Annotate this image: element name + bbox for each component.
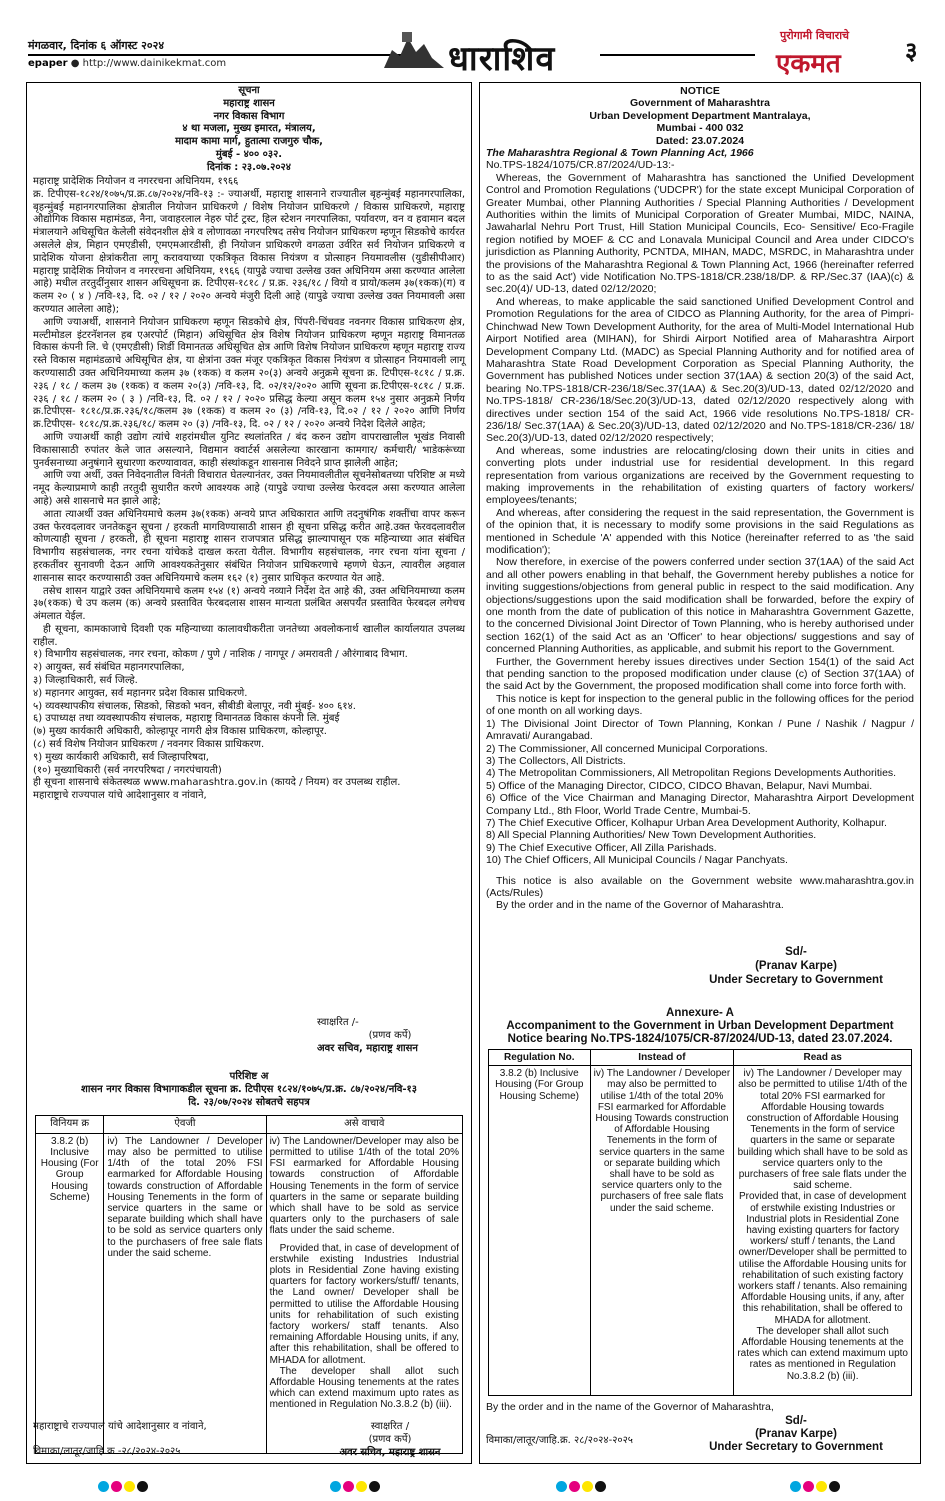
paragraph: And whereas, after considering the request in the said representation, the Government is of the opinion that, it is necessary to modify some provisions in the said Regulations as mentioned in Schedule 'A' appended with this Notice (hereinafter referred to as 'the said modification'); xyxy=(486,506,914,556)
table-cell: iv) The Landowner / Developer may also be permitted to utilise 1/4th of the total 20% FSI earmarked for Affordable Housing towards construction of Affordable Housing Tenements in the form of service quarters in the same or separate building which shall have to be sold as service quarters only to the purchasers of free sale flats under the said scheme. xyxy=(104,1133,266,1453)
paragraph: क्र. टिपीएस-१८२४/१०७५/प्र.क्र.८७/२०२४/नवि-१३ :- ज्याअर्थी, महाराष्ट्र शासनाने राज्यातील बृहन्मुंबई महानगरपालिका, बृहन्मुंबई महानगरपालिका क्षेत्रातील नियोजन प्राधिकरणे / विशेष नियोजन प्राधिकरणे / विकास प्राधिकरणे, महाराष्ट्र औद्योगिक विकास महामंडळ, नैना, जवाहरलाल नेहरु पोर्ट ट्रस्ट, हिल स्टेशन नगरपालिका, पर्यावरण, वन व हवामान बदल मंत्रालयाने अधिसूचित केलेली संवेदनशील क्षेत्रे व लोणावळा नगरपरिषद तसेच नियोजन प्राधिकरण म्हणून सिडकोचे कार्यरत असलेले क्षेत्र, मिहान एमएडीसी, एमएमआरडीसी, ही नियोजन प्राधिकरणे वगळता उर्वरित सर्व नियोजन प्राधिकरणे व प्रादेशिक योजना क्षेत्रांकरीता लागू करावयाच्या एकत्रिकृत विकास नियंत्रण व प्रोत्साहन नियमावलीस (युडीसीपीआर) महाराष्ट्र प्रादेशिक नियोजन व नगररचना अधिनियम, १९६६ (यापुढे ज्याचा उल्लेख उक्त अधिनियम असा करण्यात आलेला आहे) मधील तरतुदींनुसार शासन अधिसूचना क्र. टिपीएस-१८१८ / प्र.क्र. २३६/१८ / वियो व प्रायो/कलम ३७(१कक)(ग) व कलम २० ( ४ ) /नवि-१३, दि. ०२ / १२ / २०२० अन्वये मंजुरी दिली आहे (यापुढे ज्याचा उल्लेख उक्त नियमावली असा करण्यात आलेला आहे); xyxy=(33,188,465,315)
governor-line: महाराष्ट्राचे राज्यपाल यांचे आदेशानुसार व नांवाने, xyxy=(33,1421,207,1432)
english-notice-column xyxy=(479,82,921,1464)
header-line: Mumbai - 400 032 xyxy=(656,122,744,135)
paragraph: And whereas, to make applicable the said sanctioned Unified Development Control and Promotion Regulations for the area of CIDCO as Planning Authority, for the area of Pimpri- Chinchwad New Town Development Authority, for the area of Multi-Model International Hub Airport Notified area (MIHAN), for Shirdi Airport Notified area of Maharashtra Airport Development Company Ltd. (MADC) as Special Planning Authority and for notified area of Maharashtra State Road Development Corporation as Special Planning Authority, the Government has published Notices under section 37(1AA) & section 20(3) of the said Act, bearing No.TPS-1818/CR-236/18/Sec.37(1AA) & Sec.20(3)/UD-13, dated 02/12/2020 and No.TPS-1818/ CR-236/18/Sec.20(3)/UD-13, dated 02/12/2020 respectively along with directives under section 154 of the said Act, 1966 vide resolutions No.TPS-1818/ CR-236/18/ Sec.37(1AA) & Sec.20(3)/UD-13, dated 02/12/2020 and No.TPS-1818/CR-236/ 18/ Sec.20(3)/UD-13, dated 02/12/2020 respectively; xyxy=(486,295,914,445)
notice-date: दिनांक : २३.०७.२०२४ xyxy=(207,161,291,173)
office-item: २) आयुक्त, सर्व संबंधित महानगरपालिका, xyxy=(33,662,185,674)
office-item: 6) Office of the Vice Chairman and Managing Director, Maharashtra Airport Development Company Ltd., 8th Floor, World Trade Centre, Mumbai-5. xyxy=(486,792,914,817)
masthead-rule-right xyxy=(600,54,755,56)
signature-name: (Pranav Karpe) xyxy=(755,1428,837,1440)
signature-designation: Under Secretary to Government xyxy=(709,1441,883,1453)
english-annex-table xyxy=(488,1049,912,1396)
paragraph: आणि ज्या अर्थी, उक्त निवेदनातील विनंती विचारात घेतल्यानंतर, उक्त नियमावलीतील सूचनेसोबतच्या परिशिष्ट अ मध्ये नमूद केल्याप्रमाणे काही तरतुदी सुधारीत करणे आवश्यक आहे (यापुढे ज्याचा उल्लेख फेरवदल असा करण्यात आलेला आहे) असे शासनाचे मत झाले आहे; xyxy=(33,470,465,507)
governor-line: By the order and in the name of the Governor of Maharashtra. xyxy=(496,899,784,912)
table-header: असे वाचावे xyxy=(266,1116,462,1134)
governor-line: महाराष्ट्राचे राज्यपाल यांचे आदेशानुसार व नांवाने, xyxy=(33,790,207,802)
table-cell: iv) The Landowner / Developer may also be permitted to utilise 1/4th of the total 20% FSI earmarked for Affordable Housing Towards construction of Affordable Housing Tenements in the form of service quarters in the same or separate building which shall have to be sold as service quarters only to the purchasers of free sale flats under the said scheme. xyxy=(590,1066,734,1396)
signature-designation: अवर सचिव, महाराष्ट्र शासन xyxy=(339,1446,441,1458)
yellow-dot-icon xyxy=(124,1481,135,1492)
table-cell xyxy=(734,1066,912,1396)
issue-date: मंगळवार, दिनांक ६ ऑगस्ट २०२४ xyxy=(28,39,165,52)
signature-line: Sd/- xyxy=(785,1415,807,1427)
masthead-illustration-icon xyxy=(382,30,446,70)
table-header: विनियम क्र xyxy=(36,1116,104,1134)
office-item: 2) The Commissioner, All concerned Municipal Corporations. xyxy=(486,742,768,755)
header-line: ४ था मजला, मुख्य इमारत, मंत्रालय, xyxy=(182,123,316,135)
table-cell-paragraph: iv) The Landowner/Developer may also be permitted to utilise 1/4th of the total 20% FSI earmarked for Affordable Housing towards construction of Affordable Housing Tenements in the form of service quarters in the same or separate building which shall have to be sold as service quarters only to the purchasers of sale flats under the said scheme. xyxy=(269,1135,459,1237)
office-item: ४) महानगर आयुक्त, सर्व महानगर प्रदेश विकास प्राधिकरणे. xyxy=(33,687,248,699)
cyan-dot-icon xyxy=(330,1481,341,1492)
black-dot-icon xyxy=(369,1481,380,1492)
yellow-dot-icon xyxy=(582,1481,593,1492)
signature-name: (प्रणव कर्पे) xyxy=(368,1433,412,1445)
page-number: ३ xyxy=(905,37,918,65)
office-item: 8) All Special Planning Authorities/ New Town Development Authorities. xyxy=(486,829,817,842)
header-line: Urban Development Department Mantralaya, xyxy=(589,109,811,122)
table-cell-paragraph: Provided that, in case of development of erstwhile existing Industries Industrial plots in Residential Zone having existing quarters for factory workers/stuff/ tenants, the Land owner/ Developer shall be permitted to utilise the Affordable Housing units for rehabilitation of such existing factory workers/ staff tenants. Also remaining Affordable Housing units, if any, after this rehabilitation, shall be offered to MHADA for allotment. xyxy=(269,1242,459,1366)
signature-designation: Under Secretary to Government xyxy=(709,974,883,986)
brand-tagline: पुरोगामी विचाराचे xyxy=(780,29,850,42)
header-line: मुंबई - ४०० ०३२. xyxy=(215,148,283,160)
table-cell: 3.8.2 (b) Inclusive Housing (For Group Housing Scheme) xyxy=(489,1066,591,1396)
annex-title: Annexure- A xyxy=(666,1007,734,1019)
table-header: Instead of xyxy=(590,1050,734,1066)
act-title: महाराष्ट्र प्रादेशिक नियोजन व नगररचना अधिनियम, १९६६ xyxy=(33,176,239,187)
registration-marks xyxy=(556,1477,608,1489)
yellow-dot-icon xyxy=(356,1481,367,1492)
paragraph: ही सूचना, कामकाजाचे दिवशी एक महिन्याच्या कालावधीकरीता जनतेच्या अवलोकनार्थ खालील कार्यालयात उपलब्ध राहील. xyxy=(33,623,465,648)
paragraph: Further, the Government hereby issues directives under Section 154(1) of the said Act that pending sanction to the proposed modification under clause (c) of Section 37(1AA) of the said Act by the Government, the proposed modification shall come into force forth with. xyxy=(486,655,914,693)
office-item: 5) Office of the Managing Director, CIDCO, CIDCO Bhavan, Belapur, Navi Mumbai. xyxy=(486,779,873,792)
table-cell-paragraph: iv) The Landowner / Developer may also be permitted to utilise 1/4th of the total 20% FSI earmarked for Affordable Housing towards construction of Affordable Housing Tenements in the form of service quarters in the same or separate building which shall have to be sold as service quarters only to the purchasers of free sale flats under the said scheme. xyxy=(737,1068,908,1192)
yellow-dot-icon xyxy=(816,1481,827,1492)
office-item: (१०) मुख्याधिकारी (सर्व नगरपरिषदा / नगरपंचायती) xyxy=(33,764,222,776)
signature-line: Sd/- xyxy=(785,946,807,958)
annex-subtitle: Notice bearing No.TPS-1824/1075/CR-87/2024/UD-13, dated 23.07.2024. xyxy=(507,1033,893,1045)
globe-icon: ● xyxy=(70,58,83,69)
paragraph: आणि ज्याअर्थी, शासनाने नियोजन प्राधिकरण म्हणून सिडकोचे क्षेत्र, पिंपरी-चिंचवड नवनगर विकास प्राधिकरण क्षेत्र, मल्टीमोडल इंटरनॅशनल हब एअरपोर्ट (मिहान) अधिसूचित क्षेत्र विशेष नियोजन प्राधिकरण म्हणून महाराष्ट्र विमानतळ विकास कंपनी लि. चे (एमएडीसी) शिर्डी विमानतळ अधिसूचित क्षेत्र आणि विशेष नियोजन प्राधिकरण म्हणून महाराष्ट्र राज्य रस्ते विकास महामंडळाचे अधिसूचित क्षेत्र, या क्षेत्रांना उक्त मंजूर एकत्रिकृत विकास नियंत्रण व प्रोत्साहन नियमावली लागू करण्यासाठी उक्त अधिनियमाच्या कलम ३७ (१कक) व कलम २०(३) अन्वये अनुक्रमे सूचना क्र. टिपीएस-१८१८ / प्र.क्र. २३६ / १८ / कलम ३७ (१कक) व कलम २०(३) /नवि-१३, दि. ०२/१२/२०२० आणि सूचना क्र.टिपीएस-१८१८ / प्र.क्र. २३६ / १८ / कलम २० ( ३ ) /नवि-१३, दि. ०२ / १२ / २०२० प्रसिद्ध केल्या असून कलम १५४ नुसार अनुक्रमे निर्णय क्र.टिपीएस- १८१८/प्र.क्र.२३६/१८/कलम ३७ (१कक) व कलम २० (३) /नवि-१३, दि.०२ / १२ / २०२० आणि निर्णय क्र.टिपीएस- १८१८/प्र.क्र.२३६/१८/ कलम २० (३) /नवि-१३, दि. ०२ / १२ / २०२० अन्वये निदेश दिलेले आहेत; xyxy=(33,316,465,431)
header-line: सूचना xyxy=(238,85,260,96)
header-line: महाराष्ट्र शासन xyxy=(223,97,275,109)
marathi-notice-column xyxy=(26,82,472,1464)
paragraph: And whereas, some industries are relocating/closing down their units in cities and converting plots under industrial use for residential development. In this regard representation from various organizations are received by the Government requesting to making improvements in the rehabilitation of existing quarters of factory workers/ employees/tenants; xyxy=(486,444,914,507)
table-cell xyxy=(266,1133,462,1453)
english-footer-governor: By the order and in the name of the Governor of Maharashtra, xyxy=(486,1401,774,1413)
annex-subtitle: दि. २३/०७/२०२४ सोबतचे सहपत्र xyxy=(188,1096,310,1108)
office-item: ५) व्यवस्थापकीय संचालक, सिडको, सिडको भवन, सीबीडी बेलापूर, नवी मुंबई- ४०० ६१४. xyxy=(33,700,356,712)
cyan-dot-icon xyxy=(556,1481,567,1492)
masthead-rule-left xyxy=(28,54,408,56)
marathi-footer-signature xyxy=(317,1421,463,1459)
marathi-annex-header xyxy=(33,1071,465,1109)
header-line: Government of Maharashtra xyxy=(629,97,771,110)
header-line: नगर विकास विभाग xyxy=(213,110,285,122)
magenta-dot-icon xyxy=(803,1481,814,1492)
magenta-dot-icon xyxy=(343,1481,354,1492)
epaper-line xyxy=(28,58,226,69)
signature-name: (प्रणव कर्पे) xyxy=(368,1029,412,1041)
office-item: ९) मुख्य कार्यकारी अधिकारी, सर्व जिल्हापरिषदा, xyxy=(33,751,209,763)
office-item: (८) सर्व विशेष नियोजन प्राधिकरण / नवनगर विकास प्राधिकरण. xyxy=(33,739,265,751)
website-line: This notice is also available on the Government website www.maharashtra.gov.in (Acts/Rules) xyxy=(486,874,914,899)
office-item: 4) The Metropolitan Commissioners, All Metropolitan Regions Developments Authorities. xyxy=(486,767,897,780)
office-item: 7) The Chief Executive Officer, Kolhapur Urban Area Development Authority, Kolhapur. xyxy=(486,816,887,829)
registration-marks xyxy=(790,1477,842,1489)
annex-title: परिशिष्ट अ xyxy=(229,1071,269,1082)
office-item: (७) मुख्य कार्यकारी अधिकारी, कोल्हापूर नागरी क्षेत्र विकास प्राधिकरण, कोल्हापूर. xyxy=(33,726,327,738)
english-footer-signature xyxy=(680,1415,912,1454)
paragraph: This notice is kept for inspection to the general public in the following offices for the period of one month on all working days. xyxy=(486,692,914,718)
act-title: The Maharashtra Regional & Town Planning Act, 1966 xyxy=(486,147,754,159)
black-dot-icon xyxy=(829,1481,840,1492)
reference-number: No.TPS-1824/1075/CR.87/2024/UD-13:- xyxy=(486,159,675,172)
english-annex-header xyxy=(486,1007,914,1046)
website-line: ही सूचना शासनाचे संकेतस्थळ www.maharashtra.gov.in (कायदे / नियम) वर उपलब्ध राहील. xyxy=(33,777,401,789)
office-item: ६) उपाध्यक्ष तथा व्यवस्थापकीय संचालक, महाराष्ट्र विमानतळ विकास कंपनी लि. मुंबई xyxy=(33,713,340,725)
marathi-footer-left xyxy=(33,1421,263,1459)
table-cell: 3.8.2 (b) Inclusive Housing (For Group Housing Scheme) xyxy=(36,1133,104,1453)
table-header: Read as xyxy=(734,1050,912,1066)
table-header: Regulation No. xyxy=(489,1050,591,1066)
header-line: NOTICE xyxy=(680,85,720,97)
marathi-body xyxy=(33,176,465,803)
paragraph: Whereas, the Government of Maharashtra has sanctioned the Unified Development Control and Promotion Regulations ('UDCPR') for the state except Municipal Corporation of Greater Mumbai, other Planning Authorities / Special Planning Authorities / Development Authorities within the limits of Municipal Corporation of Greater Mumbai, MIDC, NAINA, Jawaharlal Nehru Port Trust, Hill Station Municipal Councils, Eco- Sensitive/ Eco-Fragile region notified by MOEF & CC and Lonavala Municipal Council and Area under CIDCO's jurisdiction as Planning Authority, PCNTDA, MIHAN, MADC, MSRDC, in Maharashtra under the provisions of the Maharashtra Regional & Town Planning Act, 1966 (hereinafter referred to as the said Act') vide Notification No.TPS-1818/CR.238/18/DP. & RP./Sec.37 (IAA)(c) & sec.20(4)/ UD-13, dated 02/12/2020; xyxy=(486,171,914,296)
signature-designation: अवर सचिव, महाराष्ट्र शासन xyxy=(317,1042,418,1054)
signature-line: स्वाक्षरित / xyxy=(370,1421,410,1432)
table-cell-paragraph: The developer shall allot such Affordable Housing tenements at the rates which can extend maximum upto rates as mentioned in Regulation No.3.8.2 (b) (iii). xyxy=(269,1365,459,1411)
english-notice-header xyxy=(486,85,914,147)
paragraph: Now therefore, in exercise of the powers conferred under section 37(1AA) of the said Act and all other powers enabling in that behalf, the Government hereby publishes a notice for inviting suggestions/objections from general public in respect to the said modification. Any objections/suggestions upon the said modification shall be forwarded, before the expiry of one month from the date of publication of this notice in Maharashtra Government Gazette, to the concerned Divisional Joint Director of Town Planning, who is hereby authorised under section 162(1) of the said Act as an 'Officer' to hear objections/ suggestions and say of concerned Planning Authorities, as applicable, and submit his report to the Government. xyxy=(486,556,914,656)
magenta-dot-icon xyxy=(569,1481,580,1492)
signature-line: स्वाक्षरित /- xyxy=(317,1017,359,1028)
annex-subtitle: शासन नगर विकास विभागाकडील सूचना क्र. टिपीएस १८२४/१०७५/प्र.क्र. ८७/२०२४/नवि-१३ xyxy=(81,1083,417,1095)
black-dot-icon xyxy=(595,1481,606,1492)
office-item: 10) The Chief Officers, All Municipal Councils / Nagar Panchyats. xyxy=(486,854,788,867)
marathi-notice-header xyxy=(33,85,465,175)
office-item: ३) जिल्हाधिकारी, सर्व जिल्हे. xyxy=(33,675,138,687)
marathi-signature xyxy=(317,1017,463,1055)
english-body xyxy=(486,147,914,912)
paragraph: आणि ज्याअर्थी काही उद्योग त्यांचे शहरांमधील युनिट स्थलांतरित / बंद करुन उद्योग वापराखालील भूखंड निवासी विकासासाठी रुपांतर केले जात असल्याने, विद्यमान क्वार्टर्स असलेल्या कारखाना कामगार/ कर्मचारी/ भाडेकरूंच्या पुनर्वसनाच्या अनुषंगाने सुधारणा करण्यावावत, काही संस्थांकडून शासनास निवेदने प्राप्त झालेली आहेत; xyxy=(33,431,465,469)
paragraph: तसेच शासन याद्वारे उक्त अधिनियमाचे कलम १५४ (१) अन्वये नव्याने निर्देश देत आहे की, उक्त अधिनियमाच्या कलम ३७(१कक) चे उप कलम (क) अन्वये प्रस्तावित फेरबदलास शासन मान्यता प्रलंबित असपर्यंत प्रस्तावित फेरबदल लगेचच अंमलात येईल. xyxy=(33,585,465,623)
annex-subtitle: Accompaniment to the Government in Urban Development Department xyxy=(506,1020,894,1032)
registration-marks xyxy=(330,1477,382,1489)
english-footer-reference: विमाका/लातूर/जाहि.क्र. २८/२०२४-२०२५ xyxy=(486,1435,633,1446)
epaper-label: epaper xyxy=(28,58,68,69)
header-line: Dated: 23.07.2024 xyxy=(655,134,745,147)
signature-name: (Pranav Karpe) xyxy=(755,960,837,972)
black-dot-icon xyxy=(137,1481,148,1492)
edition-city: धाराशिव xyxy=(448,39,556,79)
marathi-annex-table xyxy=(35,1115,463,1454)
office-item: 9) The Chief Executive Officer, All Zilla Parishads. xyxy=(486,841,717,854)
table-cell-paragraph: Provided that, in case of development of erstwhile existing Industries or Industrial plots in Residential Zone having existing quarters for factory workers/ stuff / tenants, the Land owner/Developer shall be permitted to utilise the Affordable Housing units for rehabilitation of such existing factory workers staff / tenants. Also remaining Affordable Housing units, if any, after this rehabilitation, shall be offered to MHADA for allotment. xyxy=(738,1191,908,1326)
magenta-dot-icon xyxy=(111,1481,122,1492)
header-line: मादाम कामा मार्ग, हुतात्मा राजगुरु चौक, xyxy=(175,136,323,148)
table-header: ऐवजी xyxy=(104,1116,266,1134)
masthead xyxy=(0,0,945,78)
brand-logo: एकमत xyxy=(776,49,841,79)
registration-marks xyxy=(98,1477,150,1489)
table-cell-paragraph: The developer shall allot such Affordable Housing tenements at the rates which can extend maximum upto rates as mentioned in Regulation No.3.8.2 (b) (iii). xyxy=(737,1325,908,1382)
cyan-dot-icon xyxy=(790,1481,801,1492)
office-item: 3) The Collectors, All Districts. xyxy=(486,754,626,767)
cyan-dot-icon xyxy=(98,1481,109,1492)
reference-number: विमाका/लातूर/जाहि.क्र -२८/२०२४-२०२५ xyxy=(33,1445,181,1457)
english-signature xyxy=(680,945,912,987)
paragraph: आता त्याअर्थी उक्त अधिनियमाचे कलम ३७(१कक) अन्वये प्राप्त अधिकारात आणि तदनुषंगिक शक्तींचा वापर करून उक्त फेरवदलावर जनतेकडून सूचना / हरकती मागविण्यासाठी शासन ही सूचना प्रसिद्ध करीत आहे.उक्त फेरवदलावरील कोणत्याही सूचना / हरकती, ही सूचना महाराष्ट्र शासन राजपत्रात प्रसिद्ध झाल्यापासून एक महिन्याच्या आत संबंधित विभागीय सहसंचालक, नगर रचना यांचेकडे दाखल करता येतील. विभागीय सहसंचालक, नगर रचना यांना सूचना / हरकतींवर सुनावणी देऊन आणि आवश्यकतेनुसार संबंधित नियोजन प्राधिकरणाचे म्हणणे घेऊन, त्यावरील अहवाल शासनास सादर करण्यासाठी उक्त अधिनियमाचे कलम १६२ (१) नुसार प्राधिकृत करण्यात येत आहे. xyxy=(33,508,465,584)
website-link[interactable]: http://www.dainikekmat.com xyxy=(82,58,227,69)
office-item: 1) The Divisional Joint Director of Town Planning, Konkan / Pune / Nashik / Nagpur / Amravati/ Aurangabad. xyxy=(486,717,914,743)
office-item: १) विभागीय सहसंचालक, नगर रचना, कोकण / पुणे / नाशिक / नागपूर / अमरावती / औरंगाबाद विभाग. xyxy=(33,649,408,661)
